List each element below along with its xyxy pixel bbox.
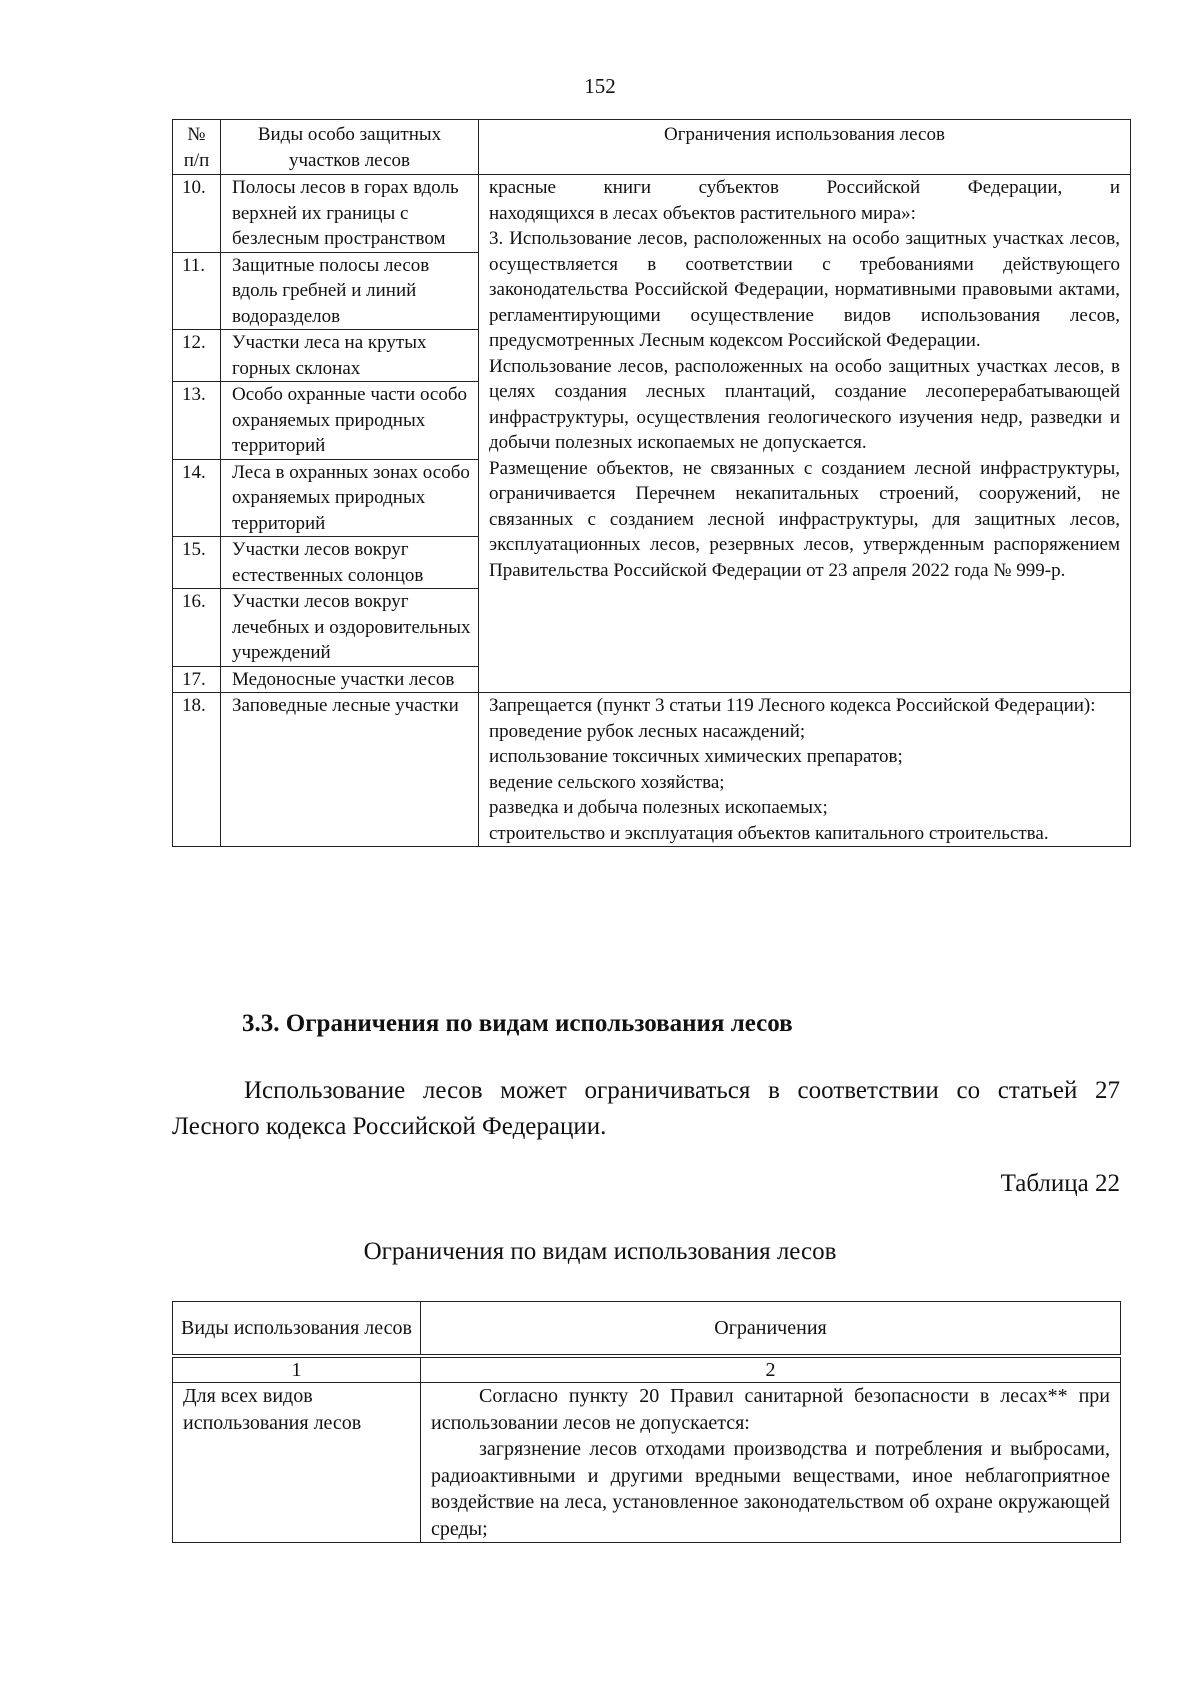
restriction-text: находящихся в лесах объектов растительного мира»: xyxy=(489,202,916,224)
restriction-text: 3. Использование лесов, расположенных на особо защитных участках лесов, осуществляется в соответствии с требованиями действующего законодательства Российской Федерации, нормативными правовыми актами, регламентирующими осуществление видов использования лесов, предусмотренных Лесным кодексом Российской Федерации. xyxy=(489,228,1120,351)
row-num: 14. xyxy=(173,459,221,537)
protective-areas-table xyxy=(172,119,1131,847)
restriction-text: Использование лесов, расположенных на особо защитных участках лесов, в целях создания лесных плантаций, создание лесоперерабатывающей инфраструктуры, осуществления геологического изучения недр, разведки и добычи полезных ископаемых не допускается. xyxy=(489,355,1120,453)
restriction-text: проведение рубок лесных насаждений; xyxy=(489,720,806,742)
merged-restrictions-cell xyxy=(479,175,1131,693)
row-area-name: Медоносные участки лесов xyxy=(221,666,479,693)
header-area-type: Виды особо защитных участков лесов xyxy=(221,120,479,175)
row-num: 17. xyxy=(173,666,221,693)
page-number: 152 xyxy=(584,74,616,98)
section-heading: 3.3. Ограничения по видам использования лесов xyxy=(242,1010,793,1037)
row-area-name: Леса в охранных зонах особо охраняемых природных территорий xyxy=(221,459,479,537)
restriction-text: загрязнение лесов отходами производства и потребления и выбросами, радиоактивными и другими вредными веществами, иное неблагоприятное воздействие на леса, установленное законодательством об охране окружающей среды; xyxy=(431,1438,1110,1540)
restriction-text: разведка и добыча полезных ископаемых; xyxy=(489,797,828,818)
row-area-name: Защитные полосы лесов вдоль гребней и линий водоразделов xyxy=(221,252,479,330)
restriction-text: Размещение объектов, не связанных с созданием лесной инфраструктуры, ограничивается Перечнем некапитальных строений, сооружений, не связанных с созданием лесной инфраструктуры, для защитных лесов, эксплуатационных лесов, резервных лесов, утвержденным распоряжением Правительства Российской Федерации от 23 апреля 2022 года № 999-р. xyxy=(489,457,1120,581)
restriction-text: строительство и эксплуатация объектов капитального строительства. xyxy=(489,822,1049,844)
row-area-name: Участки лесов вокруг лечебных и оздоровительных учреждений xyxy=(221,589,479,667)
column-number-row xyxy=(173,1356,1121,1383)
row-usage-type: Для всех видов использования лесов xyxy=(173,1383,421,1543)
row-num: 16. xyxy=(173,589,221,667)
table-label: Таблица 22 xyxy=(1000,1170,1120,1197)
column-number: 1 xyxy=(173,1356,421,1383)
header-usage-type: Виды использования лесов xyxy=(173,1302,421,1357)
restriction-text: Запрещается (пункт 3 статьи 119 Лесного кодекса Российской Федерации): xyxy=(489,695,1096,716)
row-area-name: Участки лесов вокруг естественных солонцов xyxy=(221,537,479,589)
row-num: 15. xyxy=(173,537,221,589)
row-area-name: Особо охранные части особо охраняемых природных территорий xyxy=(221,382,479,460)
row-area-name: Участки леса на крутых горных склонах xyxy=(221,330,479,382)
row-area-name: Заповедные лесные участки xyxy=(221,693,479,847)
header-restrictions: Ограничения xyxy=(421,1302,1121,1357)
table-row xyxy=(173,693,1131,847)
restriction-text: красные книги субъектов Российской Федерации, и xyxy=(489,177,1120,198)
row-restrictions-cell xyxy=(421,1383,1121,1543)
table-row xyxy=(173,1383,1121,1543)
table-title: Ограничения по видам использования лесов xyxy=(363,1238,837,1265)
header-restrictions: Ограничения использования лесов xyxy=(479,120,1131,175)
table-header-row xyxy=(173,1302,1121,1357)
header-num: № п/п xyxy=(173,120,221,175)
restriction-text: Согласно пункту 20 Правил санитарной безопасности в лесах** при использовании лесов не допускается: xyxy=(431,1385,1110,1434)
column-number: 2 xyxy=(421,1356,1121,1383)
body-paragraph: Использование лесов может ограничиваться в соответствии со статьей 27 Лесного кодекса Российской Федерации. xyxy=(172,1077,1120,1140)
row-num: 10. xyxy=(173,175,221,253)
restriction-text: использование токсичных химических препаратов; xyxy=(489,746,903,767)
row-num: 13. xyxy=(173,382,221,460)
table-header-row xyxy=(173,120,1131,175)
row-num: 11. xyxy=(173,252,221,330)
usage-restrictions-table xyxy=(172,1301,1121,1543)
table-row xyxy=(173,175,1131,253)
row18-restrictions-cell xyxy=(479,693,1131,847)
row-num: 12. xyxy=(173,330,221,382)
restriction-text: ведение сельского хозяйства; xyxy=(489,771,725,793)
row-area-name: Полосы лесов в горах вдоль верхней их границы с безлесным пространством xyxy=(221,175,479,253)
row-num: 18. xyxy=(173,693,221,847)
